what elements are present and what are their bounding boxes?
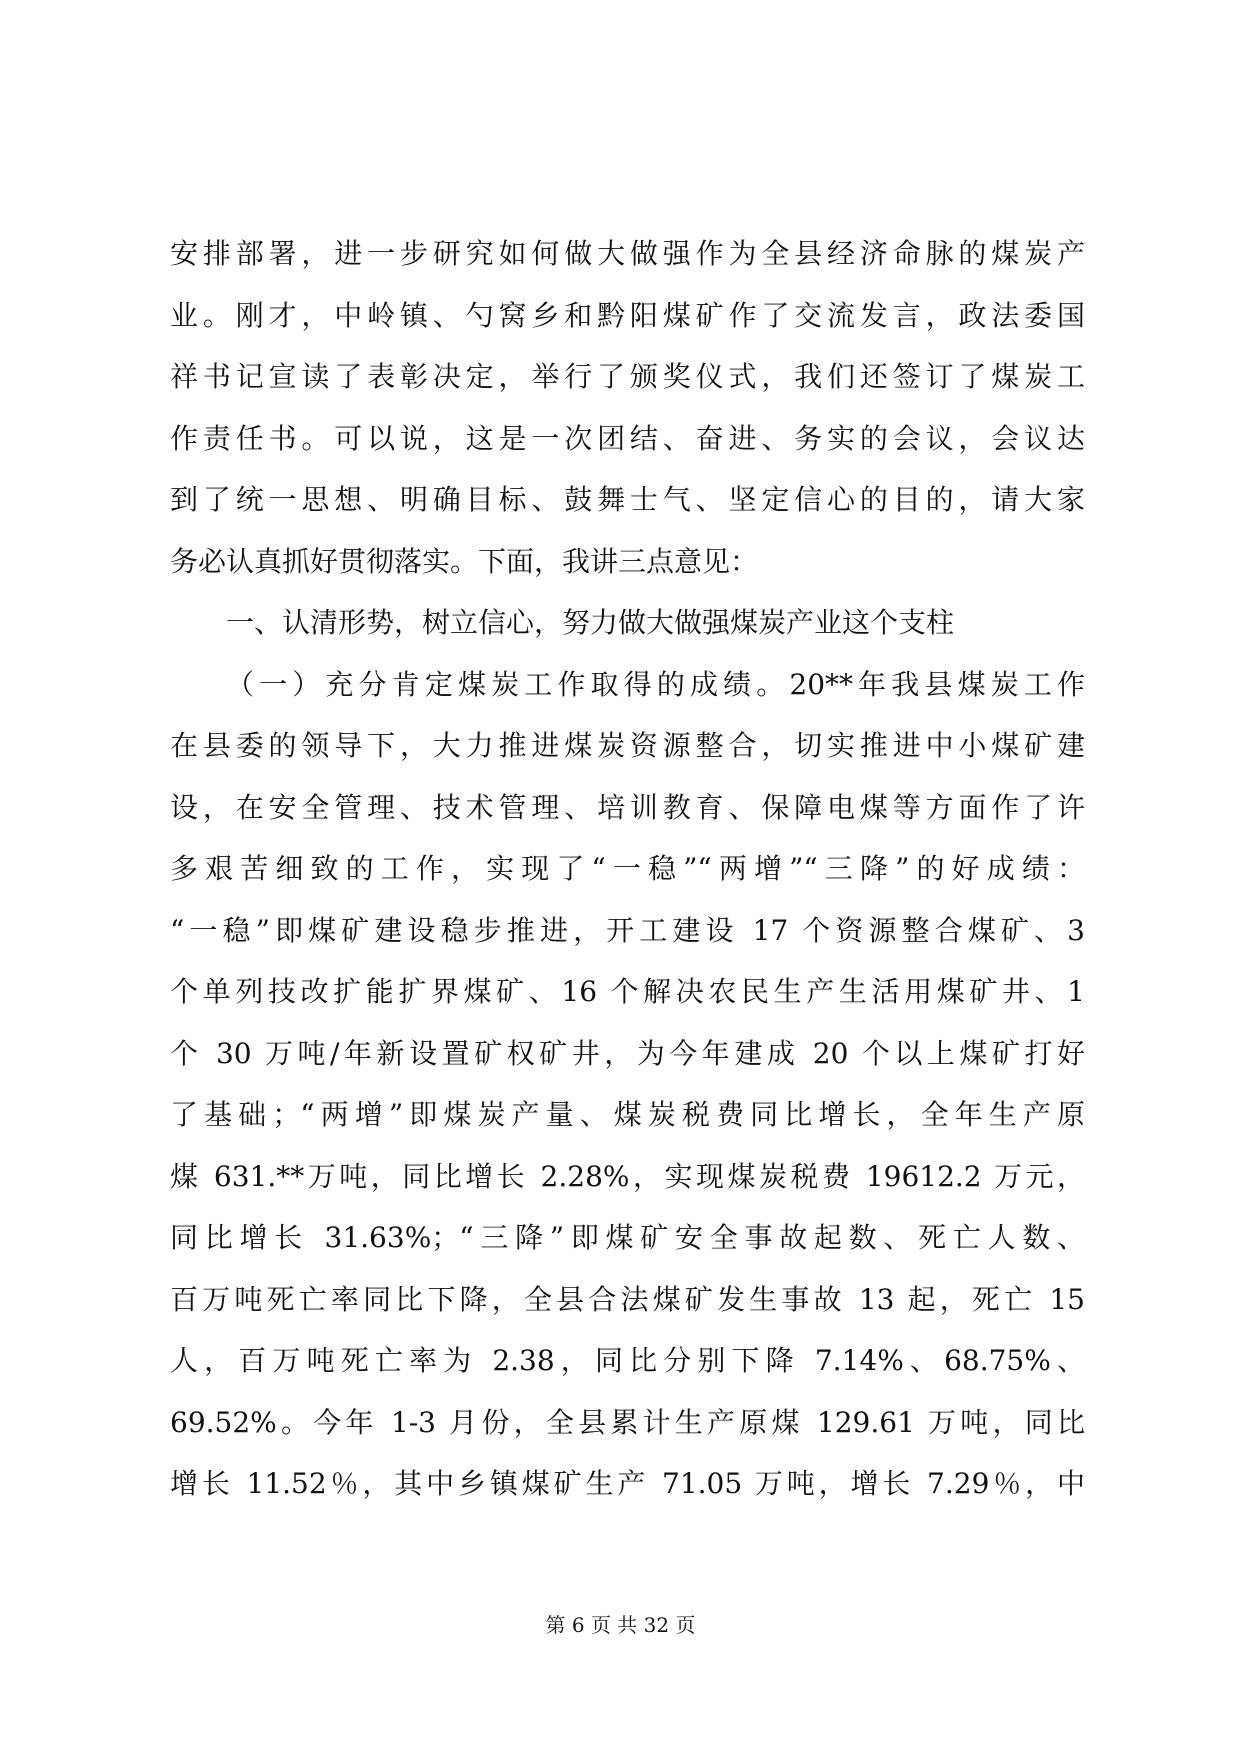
text-line: 人，百万吨死亡率为 2.38，同比分别下降 7.14%、68.75%、	[170, 1344, 1085, 1377]
text-line: 个单列技改扩能扩界煤矿、16 个解决农民生产生活用煤矿井、1	[170, 975, 1085, 1008]
text-line: 个 30 万吨/年新设置矿权矿井，为今年建成 20 个以上煤矿打好	[170, 1036, 1085, 1070]
text-line: 煤 631.**万吨，同比增长 2.28%，实现煤炭税费 19612.2 万元，	[170, 1159, 1085, 1193]
text-line: 增长 11.52％，其中乡镇煤矿生产 71.05 万吨，增长 7.29％，中	[170, 1467, 1085, 1500]
text-line: 同比增长 31.63%；“三降”即煤矿安全事故起数、死亡人数、	[170, 1221, 1085, 1254]
text-line: 到了统一思想、明确目标、鼓舞士气、坚定信心的目的，请大家	[170, 483, 1085, 516]
text-line: 作责任书。可以说，这是一次团结、奋进、务实的会议，会议达	[170, 421, 1085, 455]
body-text	[170, 223, 1085, 1515]
text-line: 设，在安全管理、技术管理、培训教育、保障电煤等方面作了许	[170, 790, 1085, 824]
text-line: 69.52%。今年 1-3 月份，全县累计生产原煤 129.61 万吨，同比	[170, 1405, 1085, 1439]
text-line: “一稳”即煤矿建设稳步推进，开工建设 17 个资源整合煤矿、3	[170, 913, 1085, 947]
text-line: 百万吨死亡率同比下降，全县合法煤矿发生事故 13 起，死亡 15	[170, 1282, 1085, 1316]
section-heading: 一、认清形势，树立信心，努力做大做强煤炭产业这个支柱	[226, 606, 955, 639]
text-line: 了基础；“两增”即煤炭产量、煤炭税费同比增长，全年生产原	[170, 1098, 1085, 1131]
text-line: 业。刚才，中岭镇、勺窝乡和黔阳煤矿作了交流发言，政法委国	[170, 298, 1085, 332]
subsection-heading: （一）充分肯定煤炭工作取得的成绩。20**年我县煤炭工作	[226, 667, 1085, 701]
text-line: 多艰苦细致的工作，实现了“一稳”“两增”“三降”的好成绩：	[170, 852, 1085, 885]
text-line: 安排部署，进一步研究如何做大做强作为全县经济命脉的煤炭产	[170, 237, 1085, 270]
page-number-footer: 第 6 页 共 32 页	[545, 1613, 696, 1637]
text-line: 在县委的领导下，大力推进煤炭资源整合，切实推进中小煤矿建	[170, 729, 1085, 762]
text-line: 祥书记宣读了表彰决定，举行了颁奖仪式，我们还签订了煤炭工	[170, 360, 1085, 393]
text-line: 务必认真抓好贯彻落实。下面，我讲三点意见：	[170, 544, 759, 578]
